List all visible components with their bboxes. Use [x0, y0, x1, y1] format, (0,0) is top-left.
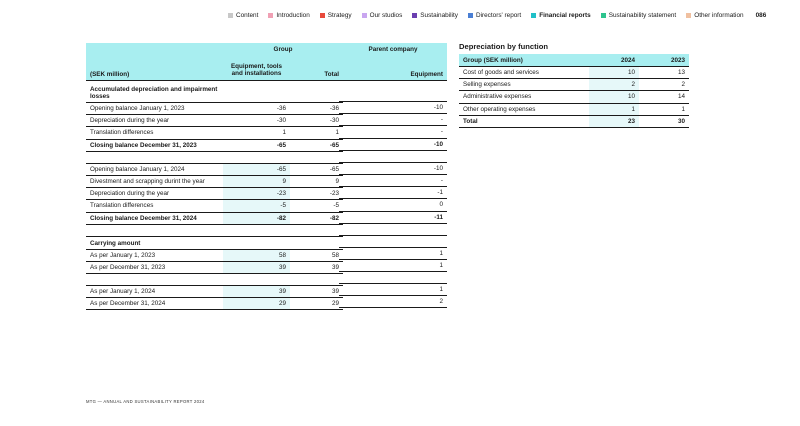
spacer-cell: [86, 224, 223, 236]
table-row: [339, 247, 447, 259]
table-row: [339, 126, 447, 138]
spacer-row: [86, 224, 343, 236]
table-row: [86, 212, 343, 224]
spacer-cell: [86, 151, 223, 163]
nav-item-label: Content: [236, 11, 259, 19]
nav-color-swatch-icon: [686, 13, 691, 18]
row-label: As per January 1, 2024: [86, 286, 223, 298]
depreciation-by-function-title: Depreciation by function: [459, 42, 549, 51]
spacer-row: [339, 150, 447, 162]
spacer-cell: [290, 224, 343, 236]
table-row: [339, 199, 447, 211]
spacer-cell: [86, 274, 223, 286]
parent-equipment-value: -: [339, 126, 447, 138]
group-depreciation-table: [86, 43, 343, 310]
equipment-value: -30: [223, 115, 290, 127]
table-row: [339, 284, 447, 296]
section-title-row: [86, 236, 343, 249]
nav-item-label: Directors' report: [475, 11, 522, 19]
spacer-row: [339, 272, 447, 284]
equipment-value: -82: [223, 212, 290, 224]
parent-equipment-value: 1: [339, 247, 447, 259]
table-row: [86, 115, 343, 127]
nav-item-3[interactable]: [362, 12, 403, 19]
row-label: Opening balance January 1, 2023: [86, 103, 223, 115]
report-footer: MTG — ANNUAL AND SUSTAINABILITY REPORT 2024: [86, 399, 205, 404]
sek-million-header: (SEK million): [86, 56, 223, 81]
parent-equipment-value: -: [339, 114, 447, 126]
section-title-row: [339, 235, 447, 247]
table-row: [459, 91, 689, 103]
nav-item-label: Sustainability statement: [608, 11, 677, 19]
value-2023: 14: [639, 91, 689, 103]
nav-item-8[interactable]: [686, 12, 743, 19]
row-label: As per January 1, 2023: [86, 249, 223, 261]
empty-cell: [290, 81, 343, 103]
total-value: -23: [290, 188, 343, 200]
row-label: Closing balance December 31, 2024: [86, 212, 223, 224]
group-header: Group: [273, 46, 293, 53]
table-row: [86, 127, 343, 139]
value-2024: 2: [589, 79, 639, 91]
total-value: -82: [290, 212, 343, 224]
page-number: 086: [755, 11, 767, 19]
spacer-cell: [223, 151, 290, 163]
spacer-cell: [339, 150, 447, 162]
total-value: 39: [290, 286, 343, 298]
table-row: [339, 102, 447, 114]
row-label: Translation differences: [86, 127, 223, 139]
nav-item-2[interactable]: [320, 12, 352, 19]
depreciation-by-function-table: [459, 54, 689, 128]
dep-2024-header: 2024: [589, 54, 639, 67]
parent-equipment-value: -10: [339, 138, 447, 150]
row-label: Depreciation during the year: [86, 188, 223, 200]
nav-item-6[interactable]: [531, 12, 591, 19]
spacer-row: [86, 151, 343, 163]
nav-item-5[interactable]: [468, 12, 521, 19]
row-label: Administrative expenses: [459, 91, 589, 103]
row-label: As per December 31, 2024: [86, 298, 223, 310]
nav-item-1[interactable]: [268, 12, 309, 19]
value-2024: 10: [589, 67, 639, 79]
total-label: Total: [459, 115, 589, 127]
empty-cell: [339, 81, 447, 102]
table-row: [339, 162, 447, 174]
table-row: [86, 103, 343, 115]
table-row: [339, 174, 447, 186]
nav-color-swatch-icon: [531, 13, 536, 18]
table-row: [459, 103, 689, 115]
table-row: [459, 67, 689, 79]
row-label: Closing balance December 31, 2023: [86, 139, 223, 151]
dep-2023-header: 2023: [639, 54, 689, 67]
spacer-cell: [223, 274, 290, 286]
table-row: [86, 298, 343, 310]
nav-item-0[interactable]: [228, 12, 258, 19]
row-label: Opening balance January 1, 2024: [86, 163, 223, 175]
section-title: Carrying amount: [86, 236, 223, 249]
equipment-value: 58: [223, 249, 290, 261]
spacer-row: [339, 223, 447, 235]
section-title-row: [86, 81, 343, 103]
parent-equipment-value: 2: [339, 296, 447, 308]
parent-equipment-value: -11: [339, 211, 447, 223]
table-row: [339, 296, 447, 308]
equipment-value: 9: [223, 175, 290, 187]
nav-item-7[interactable]: [601, 12, 677, 19]
total-2024: 23: [589, 115, 639, 127]
spacer-cell: [339, 223, 447, 235]
equipment-value: -36: [223, 103, 290, 115]
nav-color-swatch-icon: [468, 13, 473, 18]
empty-cell: [223, 81, 290, 103]
total-value: -65: [290, 163, 343, 175]
nav-color-swatch-icon: [268, 13, 273, 18]
nav-item-4[interactable]: [412, 12, 458, 19]
value-2024: 10: [589, 91, 639, 103]
value-2023: 2: [639, 79, 689, 91]
nav-item-label: Other information: [694, 11, 744, 19]
spacer-cell: [339, 272, 447, 284]
total-row: [459, 115, 689, 127]
spacer-cell: [290, 274, 343, 286]
nav-color-swatch-icon: [320, 13, 325, 18]
section-title-row: [339, 81, 447, 102]
spacer-cell: [223, 224, 290, 236]
nav-item-label: Our studios: [369, 11, 403, 19]
total-value: -30: [290, 115, 343, 127]
spacer-row: [86, 274, 343, 286]
total-value: 58: [290, 249, 343, 261]
parent-equipment-value: -10: [339, 102, 447, 114]
parent-equipment-value: -: [339, 174, 447, 186]
equipment-header: Equipment, tools and installations: [223, 56, 290, 81]
value-2023: 13: [639, 67, 689, 79]
row-label: Depreciation during the year: [86, 115, 223, 127]
table-row: [86, 249, 343, 261]
top-navigation: [228, 10, 790, 20]
table-row: [339, 187, 447, 199]
nav-item-label: Introduction: [276, 11, 310, 19]
table-row: [86, 139, 343, 151]
equipment-value: -23: [223, 188, 290, 200]
total-value: 1: [290, 127, 343, 139]
equipment-value: 1: [223, 127, 290, 139]
total-header: Total: [290, 56, 343, 81]
total-2023: 30: [639, 115, 689, 127]
spacer-cell: [290, 151, 343, 163]
equipment-value: 29: [223, 298, 290, 310]
table-row: [86, 175, 343, 187]
parent-equipment-value: 0: [339, 199, 447, 211]
total-value: 9: [290, 175, 343, 187]
parent-company-table: [339, 43, 447, 308]
table-row: [86, 200, 343, 212]
nav-item-label: Financial reports: [539, 11, 591, 19]
table-row: [339, 211, 447, 223]
table-row: [86, 163, 343, 175]
row-label: Cost of goods and services: [459, 67, 589, 79]
parent-equipment-value: 1: [339, 284, 447, 296]
table-row: [339, 259, 447, 271]
empty-cell: [223, 236, 290, 249]
section-title: Accumulated depreciation and impairment losses: [86, 81, 223, 103]
row-label: Translation differences: [86, 200, 223, 212]
equipment-value: 39: [223, 261, 290, 273]
row-label: Divestment and scrapping durint the year: [86, 175, 223, 187]
parent-company-header: Parent company: [368, 46, 418, 53]
table-row: [339, 138, 447, 150]
total-value: -5: [290, 200, 343, 212]
nav-item-label: Strategy: [327, 11, 352, 19]
total-value: -36: [290, 103, 343, 115]
total-value: 39: [290, 261, 343, 273]
parent-equipment-value: 1: [339, 259, 447, 271]
empty-cell: [290, 236, 343, 249]
value-2024: 1: [589, 103, 639, 115]
table-row: [86, 188, 343, 200]
table-row: [339, 114, 447, 126]
dep-group-header: Group (SEK million): [459, 54, 589, 67]
table-row: [459, 79, 689, 91]
equipment-value: -65: [223, 139, 290, 151]
row-label: As per December 31, 2023: [86, 261, 223, 273]
nav-color-swatch-icon: [228, 13, 233, 18]
table-row: [86, 261, 343, 273]
equipment-value: -5: [223, 200, 290, 212]
total-value: -65: [290, 139, 343, 151]
row-label: Selling expenses: [459, 79, 589, 91]
empty-cell: [339, 235, 447, 247]
equipment-value: 39: [223, 286, 290, 298]
value-2023: 1: [639, 103, 689, 115]
nav-color-swatch-icon: [601, 13, 606, 18]
table-row: [86, 286, 343, 298]
nav-color-swatch-icon: [362, 13, 367, 18]
nav-item-label: Sustainability: [420, 11, 458, 19]
nav-color-swatch-icon: [412, 13, 417, 18]
total-value: 29: [290, 298, 343, 310]
parent-equipment-header: Equipment: [339, 56, 447, 81]
parent-equipment-value: -1: [339, 187, 447, 199]
parent-equipment-value: -10: [339, 162, 447, 174]
equipment-value: -65: [223, 163, 290, 175]
row-label: Other operating expenses: [459, 103, 589, 115]
